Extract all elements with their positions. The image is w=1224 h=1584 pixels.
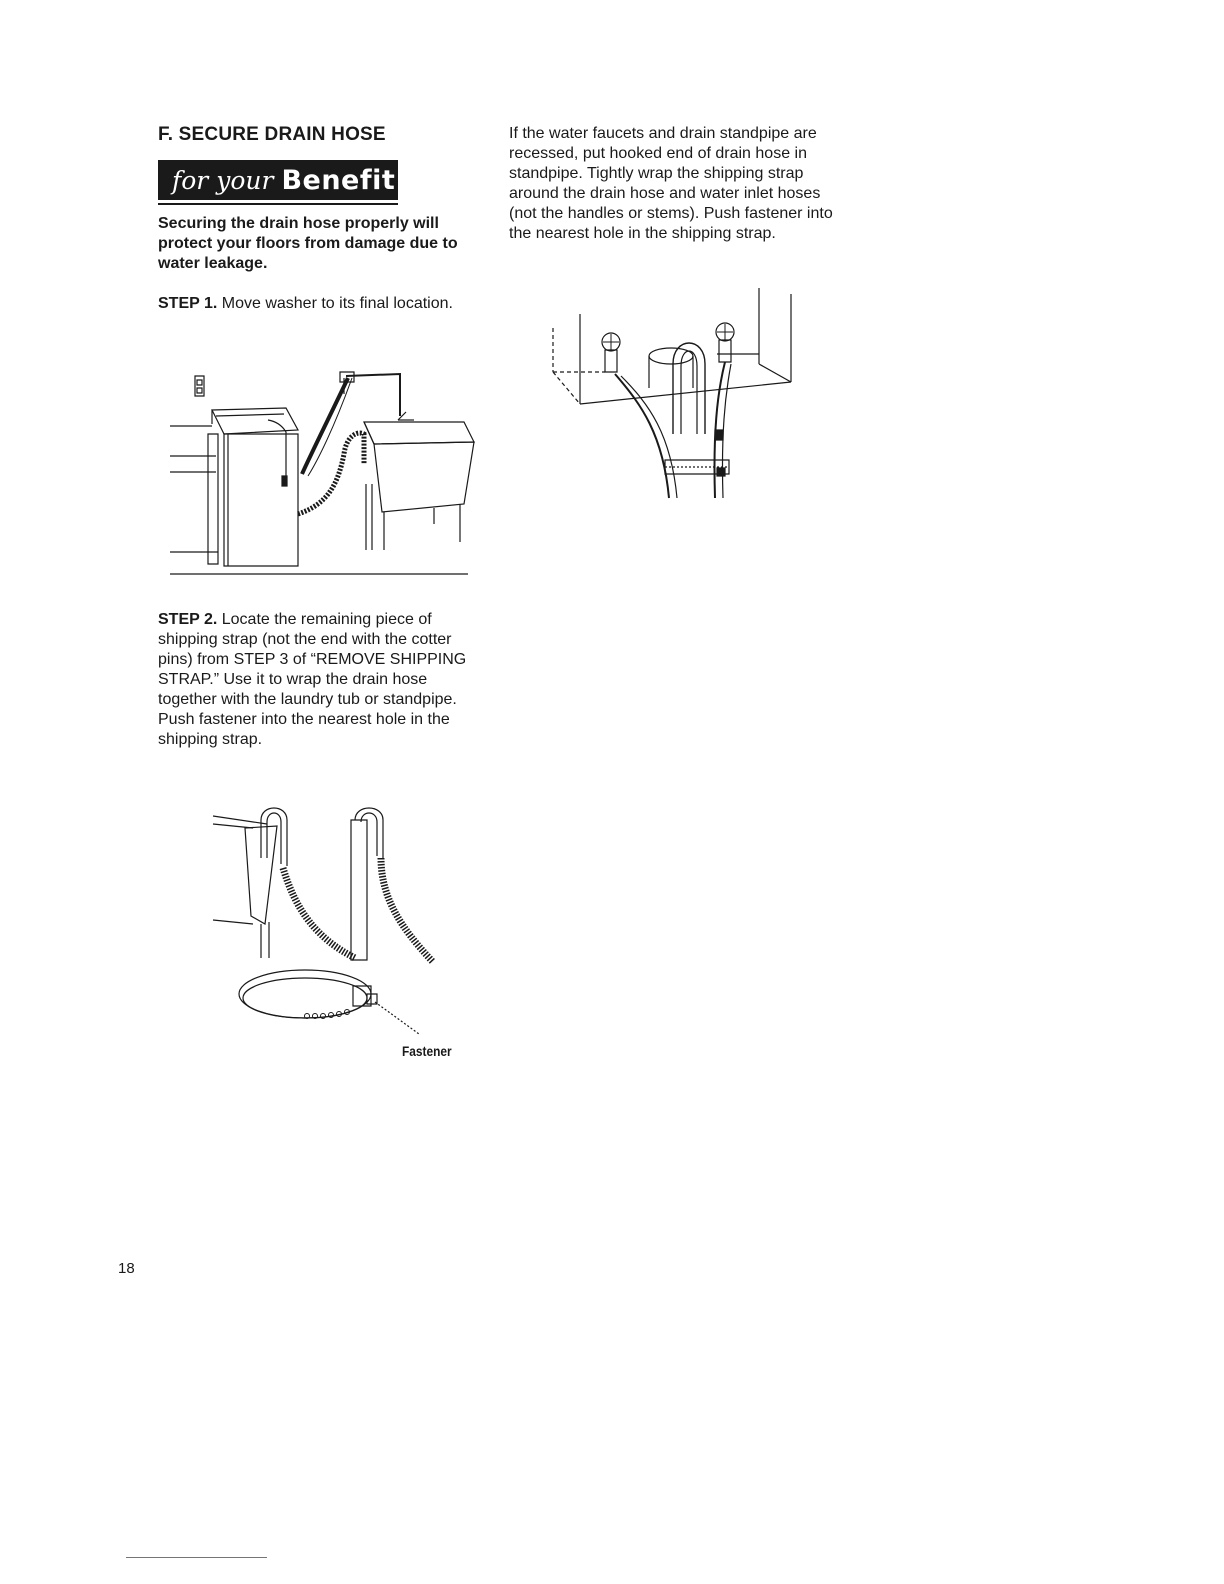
- step-2: [158, 610, 484, 750]
- washer-and-laundry-tub-illustration: [168, 364, 480, 580]
- page-number: 18: [118, 1260, 135, 1277]
- step-1-text: Move washer to its final location.: [221, 295, 453, 312]
- step-1-label: STEP 1.: [158, 295, 218, 312]
- recessed-faucets-illustration: [545, 284, 805, 510]
- footer-rule: [126, 1557, 267, 1558]
- section-title: F. SECURE DRAIN HOSE: [158, 124, 386, 145]
- drain-hose-and-strap-illustration: [205, 798, 450, 1038]
- step-2-text: Locate the remaining piece of shipping strap (not the end with the cotter pins) from STEP 3 of “REMOVE SHIPPING STRAP.” Use it to wrap the drain hose together with the laundry tub or standpipe. Push fastener into the nearest hole in the shipping strap.: [158, 611, 467, 748]
- step-2-label: STEP 2.: [158, 611, 218, 628]
- recessed-faucets-paragraph: If the water faucets and drain standpipe are recessed, put hooked end of drain hose in standpipe. Tightly wrap the shipping strap around the drain hose and water inlet hoses (not the handles or stems). Push fastener into the nearest hole in the shipping strap.: [509, 125, 833, 242]
- fastener-callout: Fastener: [402, 1043, 452, 1059]
- badge-script-text: for your: [172, 165, 274, 195]
- for-your-benefit-badge: [158, 160, 398, 200]
- step-1: [158, 294, 478, 314]
- badge-word-text: Benefit: [281, 164, 396, 196]
- badge-underline: [158, 203, 398, 205]
- lead-paragraph: Securing the drain hose properly will protect your floors from damage due to water leakage.: [158, 215, 458, 272]
